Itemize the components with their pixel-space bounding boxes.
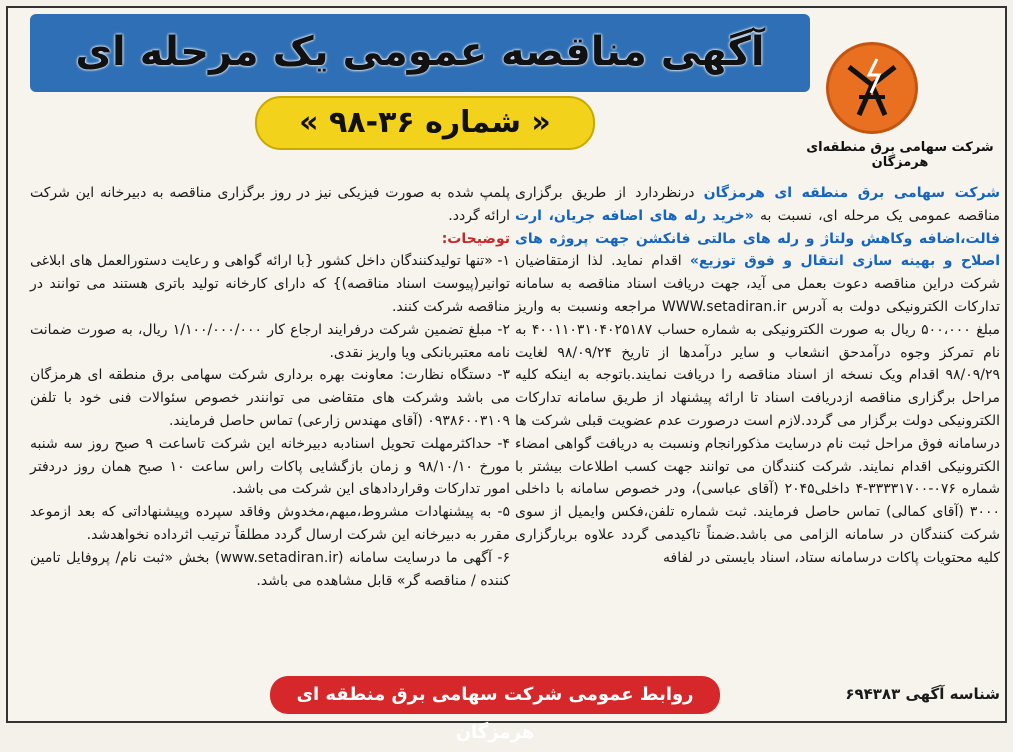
note-item: ۲- مبلغ تضمین شرکت درفرایند ارجاع کار ۱/۱۰۰/۰۰۰/۰۰۰ ریال، به صورت ضمانت نامه معتبربانکی ویا واریز نقدی.	[30, 321, 510, 361]
intro-text: درنظردارد از طریق برگزاری مناقصه عمومی یک مرحله ای، نسبت به	[515, 185, 1000, 224]
lightning-tower-logo-icon	[826, 42, 918, 134]
intro-text-end: اقدام نماید.	[611, 253, 682, 270]
notes-column	[30, 182, 510, 592]
note-item: ۱- «تنها تولیدکنندگان داخل کشور {با ارائه گواهی و رعایت دستورالعمل های ابلاغی توانیر(پیوست اسناد مناقصه)} که دارای کارخانه تولید باتری هستند می توانند در مناقصه شرکت کنند.	[30, 253, 510, 315]
ad-id: شناسه آگهی ۶۹۴۳۸۳	[845, 685, 1000, 703]
note-item: ۵- به پیشنهادات مشروط،مبهم،مخدوش وفاقد سپرده وپیشنهاداتی که بعد ازموعد مقرر به دبیرخانه این شرکت ارسال گردد مطلقاً ترتیب اثرداده نخواهدشد.	[30, 504, 510, 543]
company-name: شرکت سهامی برق منطقه‌ای هرمزگان	[806, 140, 994, 170]
note-item: ۴- حداکثرمهلت تحویل اسنادبه دبیرخانه این شرکت تاساعت ۹ صبح روز سه شنبه مورخ ۹۸/۱۰/۱۰ و زمان بازگشایی پاکات راس ساعت ۱۰ صبح همان روز دردفتر امور تدارکات وقراردادهای این شرکت می باشد.	[30, 435, 510, 498]
body-text: لذا ازمتقاضیان شرکت دراین مناقصه دعوت بعمل می آید، جهت دریافت اسناد مناقصه به سامانه تدارکات الکترونیکی دولت به آدرس WWW.setadiran.ir مراجعه ونسبت به واریز مبلغ ۵۰۰،۰۰۰ ریال به صورت الکترونیکی به شماره حساب ۴۰۰۱۱۰۳۱۰۴۰۲۵۱۸۷ به نام تمرکز وجوه درآمدحق انشعاب و سایر درآمدها از تاریخ ۹۸/۰۹/۲۴ لغایت ۹۸/۰۹/۲۹ اقدام ویک نسخه از اسناد مناقصه را دریافت نمایند.باتوجه به اینکه کلیه مراحل برگزاری مناقصه ازدریافت اسناد تا ارائه پیشنهاد از طریق سامانه تدارکات الکترونیکی دولت برگزار می گردد.لازم است درصورت عدم عضویت قبلی شرکت ها درسامانه فوق مراحل ثبت نام درسایت مذکورانجام ونسبت به دریافت گواهی امضاء الکترونیکی اقدام نمایند. شرکت کنندگان می توانند جهت کسب اطلاعات بیشتر با شماره ۰۷۶-۳۳۳۳۱۷۰۰-۴ داخلی۲۰۴۵ (آقای عباسی)، ودر خصوص سامانه با داخلی ۳۰۰۰ (آقای کمالی) تماس حاصل فرمایند. ثبت شماره تلفن،فکس وایمیل از سوی شرکت کنندگان در سامانه الزامی می باشد.ضمناً تاکیدمی گردد علاوه بربارگزاری کلیه محتویات پاکات درسامانه ستاد، اسناد بایستی در لفافه	[515, 253, 1001, 566]
footer-banner: روابط عمومی شرکت سهامی برق منطقه ای هرمزگان	[270, 676, 720, 714]
note-item: ۳- دستگاه نظارت: معاونت بهره برداری شرکت سهامی برق منطقه ای هرمزگان می باشد وشرکت های متقاضی می توانندر خصوص سئوالات فنی خود با تلفن ۰۹۳۸۶۰۰۳۱۰۹ (آقای مهندس زارعی) تماس حاصل فرمایند.	[30, 367, 510, 429]
page-title: آگهی مناقصه عمومی یک مرحله ای	[75, 29, 765, 75]
intro-company: شرکت سهامی برق منطقه ای هرمزگان	[703, 185, 1001, 201]
tender-subject: «خرید رله های اضافه جریان، ارت فالت،اضافه وکاهش ولتاژ و رله های مالتی فانکشن جهت پروژه های اصلاح و بهینه سازی انتقال و فوق توزیع»	[515, 207, 1001, 270]
main-text-column	[515, 182, 1000, 570]
note-item: ۶- آگهی ما درسایت سامانه (www.setadiran.ir) بخش «ثبت نام/ پروفایل تامین کننده / مناقصه گر» قابل مشاهده می باشد.	[30, 549, 510, 589]
notes-title: توضیحات:	[441, 230, 510, 247]
tender-number-badge: « شماره ۳۶-۹۸ »	[255, 96, 595, 150]
continuation-text: پلمپ شده به صورت فیزیکی نیز در روز برگزاری مناقصه به دبیرخانه این شرکت ارائه گردد.	[30, 185, 510, 224]
